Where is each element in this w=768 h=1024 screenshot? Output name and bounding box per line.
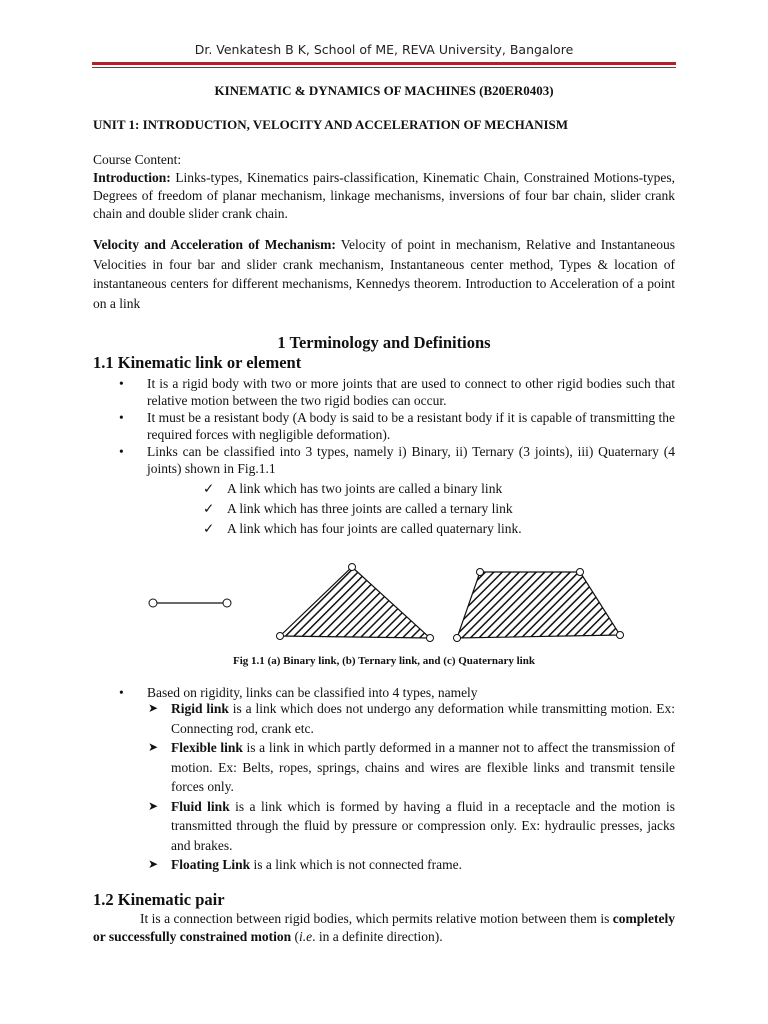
course-content-block: [93, 151, 675, 223]
checkmark-icon: ✓: [203, 521, 215, 536]
introduction-label: Introduction:: [93, 170, 171, 185]
list-item: • Based on rigidity, links can be classified into 4 types, namely: [119, 685, 478, 700]
unit-title: UNIT 1: INTRODUCTION, VELOCITY AND ACCELERATION OF MECHANISM: [93, 117, 569, 132]
velocity-label: Velocity and Acceleration of Mechanism:: [93, 237, 336, 252]
bullet-dot-icon: •: [119, 376, 124, 391]
figure-caption: Fig 1.1 (a) Binary link, (b) Ternary link, and (c) Quaternary link: [233, 655, 535, 667]
list-item: • It must be a resistant body (A body is said to be a resistant body if it is capable of transmitting the required forces with negligible deformation).: [119, 410, 675, 442]
velocity-paragraph: [93, 235, 675, 313]
list-item: ➤ Rigid link is a link which does not undergo any deformation while transmitting motion. Ex: Connecting rod, crank etc.: [148, 701, 676, 736]
list-item: • Links can be classified into 3 types, namely i) Binary, ii) Ternary (3 joints), iii) Quaternary (4 joints) shown in Fig.1.1: [119, 444, 675, 476]
document-title: KINEMATIC & DYNAMICS OF MACHINES (B20ER0403): [214, 83, 554, 98]
binary-link-drawing: [149, 599, 231, 607]
velocity-text: Velocity of point in mechanism, Relative and Instantaneous Velocities in four bar and slider crank mechanism, Instantaneous center method, Types & location of instantaneous centers for different mechanisms, Kennedys theorem. Introduction to Acceleration of a point on a link: [93, 237, 675, 311]
list-item: ✓ A link which has four joints are called quaternary link.: [203, 519, 522, 539]
subsection-heading-kinematic-link: 1.1 Kinematic link or element: [93, 353, 302, 372]
list-item: ➤ Fluid link is a link which is formed by having a fluid in a receptacle and the motion is transmitted through the fluid by pressure or compression only. Ex: hydraulic presses, jacks and brakes.: [148, 798, 675, 853]
ternary-link-drawing: [277, 564, 434, 642]
list-item: ➤ Floating Link is a link which is not connected frame.: [148, 855, 675, 875]
arrowhead-icon: ➤: [148, 857, 159, 871]
bullet-dot-icon: •: [119, 444, 124, 459]
course-content-label: Course Content:: [93, 152, 182, 167]
arrowhead-icon: ➤: [148, 798, 159, 813]
list-item: ➤ Flexible link is a link in which partly deformed in a manner not to affect the transmission of motion. Ex: Belts, ropes, springs, chains and wires are flexible links and transmit tensile forces only.: [148, 740, 675, 794]
subsection-heading-kinematic-pair: 1.2 Kinematic pair: [93, 890, 225, 909]
header-rule-thin: [92, 67, 676, 68]
list-item: ✓ A link which has two joints are called a binary link: [203, 479, 522, 499]
link-rigidity-types: [148, 699, 675, 875]
header-rule-thick: [92, 62, 676, 65]
introduction-paragraph: [93, 169, 675, 223]
section-heading: 1 Terminology and Definitions: [277, 333, 491, 352]
kinematic-pair-paragraph: It is a connection between rigid bodies, which permits relative motion between them is completely or successfully constrained motion (i.e. in a definite direction).: [93, 911, 675, 944]
page-header: Dr. Venkatesh B K, School of ME, REVA University, Bangalore: [194, 42, 574, 57]
bullet-dot-icon: •: [119, 685, 124, 700]
arrowhead-icon: ➤: [148, 740, 159, 754]
checkmark-icon: ✓: [203, 481, 215, 496]
link-type-checklist: [203, 479, 522, 539]
link-types-figure: [140, 560, 640, 650]
introduction-text: Links-types, Kinematics pairs-classification, Kinematic Chain, Constrained Motions-types, Degrees of freedom of planar mechanism, linkage mechanisms, inversions of four bar chain, slider crank chain and double slider crank chain.: [93, 170, 675, 221]
kinematic-link-bullets: [116, 375, 675, 477]
bullet-dot-icon: •: [119, 410, 124, 425]
checkmark-icon: ✓: [203, 501, 215, 516]
quaternary-link-drawing: [454, 569, 624, 642]
list-item: • It is a rigid body with two or more joints that are used to connect to other rigid bodies such that relative motion between the two rigid bodies can occur.: [119, 376, 675, 408]
arrowhead-icon: ➤: [148, 701, 159, 715]
list-item: ✓ A link which has three joints are called a ternary link: [203, 499, 522, 519]
